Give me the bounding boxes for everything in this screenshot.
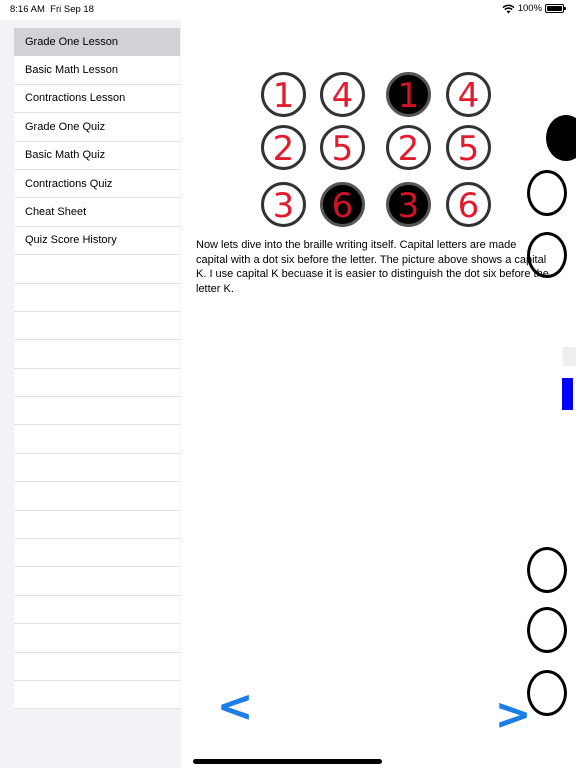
lesson-text: Now lets dive into the braille writing itself. Capital letters are made capital with a dot six before the letter. The picture above shows a capital K. I use capital K becuase it is easier to distinguish the dot six before the letter K. — [196, 239, 549, 295]
sidebar-item-quiz-score-history[interactable] — [14, 227, 180, 255]
sidebar-item-label: Grade One Lesson — [25, 35, 118, 48]
next-button[interactable]: > — [494, 689, 532, 740]
status-time: 8:16 AM Fri Sep 18 — [10, 4, 94, 15]
sidebar-item-contractions-lesson[interactable] — [14, 85, 180, 113]
braille-dot: 2 — [386, 125, 431, 170]
edge-circle — [527, 670, 567, 716]
battery-percent: 100% — [517, 3, 542, 14]
sidebar-empty-row — [14, 369, 180, 397]
previous-button[interactable]: < — [216, 681, 254, 732]
sidebar-item-label: Basic Math Lesson — [25, 64, 118, 77]
sidebar-item-contractions-quiz[interactable] — [14, 170, 180, 198]
sidebar-item-basic-math-quiz[interactable] — [14, 142, 180, 170]
home-indicator — [193, 759, 382, 764]
braille-dot: 4 — [320, 72, 365, 117]
sidebar-empty-row — [14, 653, 180, 681]
sidebar-empty-row — [14, 284, 180, 312]
sidebar-item-grade-one-lesson[interactable] — [14, 28, 180, 56]
sidebar-item-label: Quiz Score History — [25, 234, 117, 247]
sidebar-item-cheat-sheet[interactable] — [14, 198, 180, 226]
sidebar-item-label: Grade One Quiz — [25, 120, 106, 133]
sidebar-item-label: Contractions Quiz — [25, 177, 113, 190]
status-right — [502, 3, 564, 14]
braille-dot: 2 — [261, 125, 306, 170]
wifi-icon — [502, 4, 515, 14]
braille-dot: 5 — [446, 125, 491, 170]
edge-circle — [546, 115, 576, 161]
sidebar-empty-row — [14, 454, 180, 482]
sidebar-empty-row — [14, 567, 180, 595]
sidebar-empty-row — [14, 482, 180, 510]
lesson-view — [181, 20, 576, 768]
sidebar-empty-row — [14, 511, 180, 539]
edge-circle — [527, 232, 567, 278]
braille-dot: 3 — [261, 182, 306, 227]
braille-dot: 3 — [386, 182, 431, 227]
sidebar-empty-row — [14, 397, 180, 425]
status-bar — [0, 0, 576, 20]
braille-dot: 1 — [386, 72, 431, 117]
braille-dot: 6 — [320, 182, 365, 227]
sidebar-empty-row — [14, 539, 180, 567]
braille-dot: 1 — [261, 72, 306, 117]
sidebar-item-label: Cheat Sheet — [25, 206, 87, 219]
braille-dot: 5 — [320, 125, 365, 170]
edge-circle — [527, 547, 567, 593]
braille-dot: 4 — [446, 72, 491, 117]
sidebar-empty-row — [14, 596, 180, 624]
sidebar-empty-row — [14, 624, 180, 652]
sidebar-empty-row — [14, 312, 180, 340]
braille-dot: 6 — [446, 182, 491, 227]
sidebar-empty-row — [14, 340, 180, 368]
sidebar-empty-row — [14, 255, 180, 283]
sidebar-empty-row — [14, 681, 180, 709]
sidebar — [0, 20, 181, 768]
sidebar-list — [14, 28, 180, 709]
battery-icon — [545, 4, 564, 13]
sidebar-item-grade-one-quiz[interactable] — [14, 113, 180, 141]
sidebar-empty-row — [14, 425, 180, 453]
sidebar-item-basic-math-lesson[interactable] — [14, 56, 180, 84]
edge-circle — [527, 607, 567, 653]
sidebar-item-label: Contractions Lesson — [25, 92, 126, 105]
edge-gray-block — [563, 347, 576, 366]
edge-blue-block — [562, 378, 573, 410]
sidebar-item-label: Basic Math Quiz — [25, 149, 106, 162]
edge-circle — [527, 170, 567, 216]
